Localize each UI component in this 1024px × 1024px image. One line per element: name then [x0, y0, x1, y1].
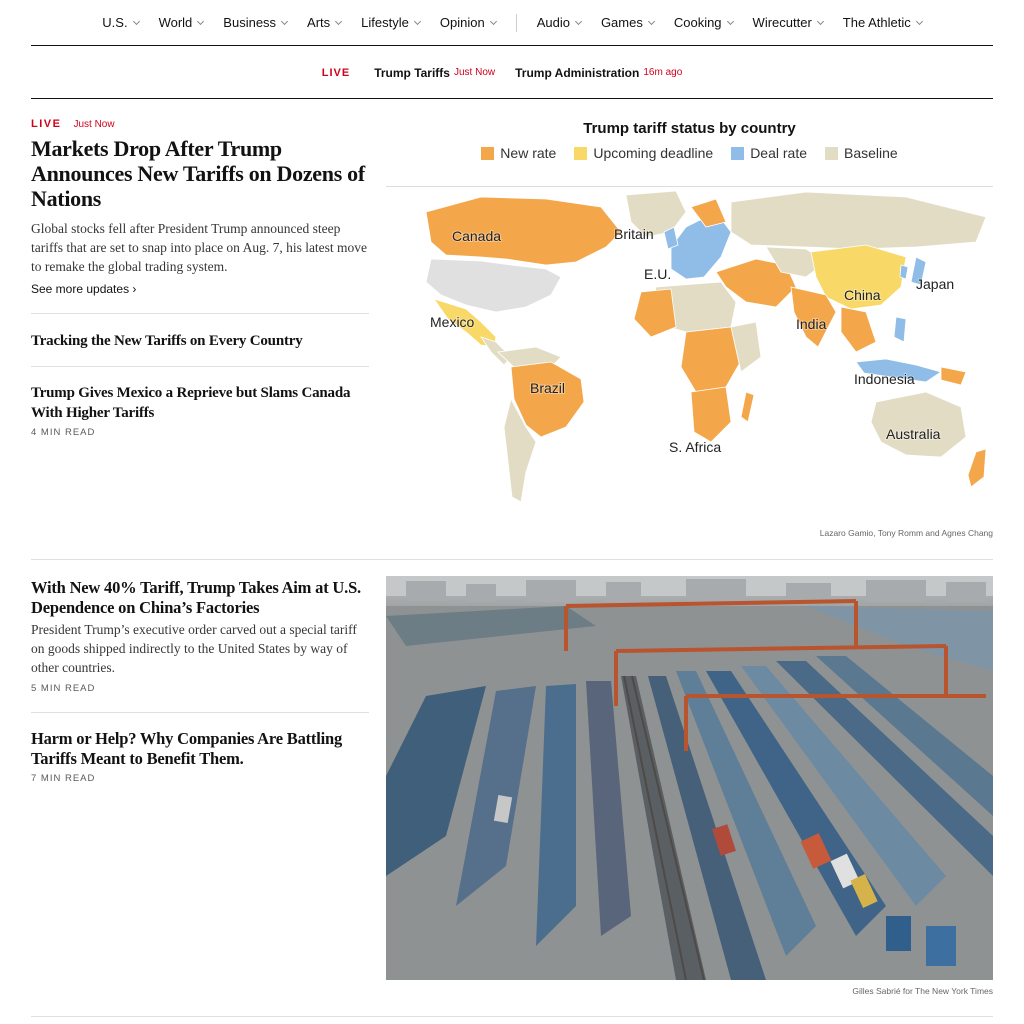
legend-label: Deal rate — [750, 145, 807, 161]
nav-item-cooking[interactable] — [674, 15, 733, 30]
lead-story — [31, 118, 369, 296]
nav-label: Business — [223, 15, 277, 30]
region-philippines — [894, 317, 906, 342]
region-korea — [900, 265, 908, 279]
region-south-africa — [691, 387, 731, 442]
chevron-down-icon — [133, 17, 140, 24]
chevron-down-icon — [490, 17, 497, 24]
region-papua — [941, 367, 966, 385]
chevron-down-icon — [817, 17, 824, 24]
live-bar — [31, 47, 993, 99]
nav-label: Opinion — [439, 15, 485, 30]
lead-summary: Global stocks fell after President Trump announced steep tariffs that are set to snap into place on Aug. 7, his latest move to remake the global trading system. — [31, 221, 368, 274]
nav-label: Games — [600, 15, 643, 30]
region-australia — [871, 392, 966, 457]
legend-item — [731, 145, 807, 161]
live-link-trump-tariffs[interactable]: Trump Tariffs — [374, 65, 450, 80]
section-nav — [31, 0, 993, 46]
live-timestamp: 16m ago — [643, 67, 683, 78]
live-label: LIVE — [321, 66, 351, 79]
nav-item-the-athletic[interactable] — [843, 15, 922, 30]
divider — [31, 366, 369, 367]
world-map — [386, 187, 993, 507]
live-tag — [31, 118, 369, 130]
legend-label: Baseline — [844, 145, 898, 161]
see-more-updates-link[interactable]: See more updates › — [31, 282, 137, 296]
read-time: 7 MIN READ — [31, 773, 96, 784]
region-russia — [731, 192, 986, 249]
nav-item-audio[interactable] — [537, 15, 581, 30]
map-credit: Lazaro Gamio, Tony Romm and Agnes Chang — [819, 528, 993, 538]
read-time: 4 MIN READ — [31, 427, 96, 438]
divider — [31, 313, 369, 314]
legend-swatch — [731, 147, 744, 160]
nav-item-wirecutter[interactable] — [753, 15, 823, 30]
section-divider — [31, 559, 993, 560]
legend-label: Upcoming deadline — [593, 145, 714, 161]
map-label-safrica: S. Africa — [669, 439, 722, 455]
region-new-zealand — [968, 449, 986, 487]
region-southeast-asia — [841, 307, 876, 352]
chevron-down-icon — [575, 17, 582, 24]
nav-label: U.S. — [102, 15, 128, 30]
story-headline[interactable]: With New 40% Tariff, Trump Takes Aim at U.S. Dependence on China’s Factories — [31, 578, 361, 617]
map-legend — [386, 145, 993, 161]
nav-label: Lifestyle — [361, 15, 409, 30]
legend-swatch — [825, 147, 838, 160]
map-label-brazil: Brazil — [530, 380, 566, 396]
map-label-india: India — [796, 316, 827, 332]
photo-illustration — [386, 576, 993, 980]
legend-item — [481, 145, 556, 161]
map-label-australia: Australia — [886, 426, 941, 442]
nav-label: The Athletic — [842, 15, 911, 30]
map-label-eu: E.U. — [644, 266, 672, 282]
nav-item-lifestyle[interactable] — [361, 15, 420, 30]
region-west-africa — [634, 289, 676, 337]
section-divider — [31, 1016, 993, 1017]
related-story — [31, 331, 369, 351]
legend-swatch — [574, 147, 587, 160]
nav-item-opinion[interactable] — [440, 15, 496, 30]
region-madagascar — [741, 392, 754, 422]
legend-item — [825, 145, 898, 161]
nav-item-games[interactable] — [601, 15, 654, 30]
chevron-down-icon — [335, 17, 342, 24]
live-timestamp: Just Now — [453, 67, 496, 78]
story-headline[interactable]: Harm or Help? Why Companies Are Battling Tariffs Meant to Benefit Them. — [31, 729, 343, 768]
live-link-trump-administration[interactable]: Trump Administration — [515, 65, 640, 80]
nav-label: Arts — [307, 15, 331, 30]
legend-swatch — [481, 147, 494, 160]
map-label-britain: Britain — [614, 226, 654, 242]
chevron-down-icon — [727, 17, 734, 24]
nav-divider — [516, 14, 517, 32]
nav-label: Wirecutter — [752, 15, 812, 30]
related-headline[interactable]: Tracking the New Tariffs on Every Country — [31, 333, 303, 349]
nav-label: World — [158, 15, 193, 30]
map-label-mexico: Mexico — [430, 314, 475, 330]
map-label-canada: Canada — [452, 228, 502, 244]
nav-item-arts[interactable] — [307, 15, 341, 30]
map-title: Trump tariff status by country — [583, 120, 796, 137]
chevron-down-icon — [281, 17, 288, 24]
map-label-indonesia: Indonesia — [854, 371, 915, 387]
live-label: LIVE — [31, 118, 62, 130]
legend-label: New rate — [500, 145, 557, 161]
lead-headline[interactable]: Markets Drop After Trump Announces New Tariffs on Dozens of Nations — [31, 136, 365, 211]
photo-credit: Gilles Sabrié for The New York Times — [852, 986, 993, 996]
timestamp: Just Now — [73, 119, 115, 130]
chevron-down-icon — [648, 17, 655, 24]
map-label-japan: Japan — [916, 276, 955, 292]
map-label-china: China — [844, 287, 881, 303]
divider — [31, 712, 369, 713]
chevron-down-icon — [197, 17, 204, 24]
nav-label: Cooking — [673, 15, 722, 30]
related-story — [31, 383, 369, 438]
nav-item-world[interactable] — [159, 15, 204, 30]
chevron-down-icon — [414, 17, 421, 24]
story-harm-or-help — [31, 729, 369, 784]
legend-item — [574, 145, 713, 161]
chevron-down-icon — [916, 17, 923, 24]
nav-label: Audio — [536, 15, 570, 30]
related-headline[interactable]: Trump Gives Mexico a Reprieve but Slams Canada With Higher Tariffs — [31, 385, 351, 421]
container-yard-photo[interactable] — [386, 576, 993, 980]
story-summary: President Trump’s executive order carved out a special tariff on goods shipped indirectly to the United States by way of other countries. — [31, 622, 357, 675]
tariff-map[interactable] — [386, 115, 993, 507]
read-time: 5 MIN READ — [31, 683, 96, 694]
nav-item-us[interactable] — [102, 15, 138, 30]
story-china-tariff — [31, 578, 369, 694]
nav-item-business[interactable] — [223, 15, 287, 30]
